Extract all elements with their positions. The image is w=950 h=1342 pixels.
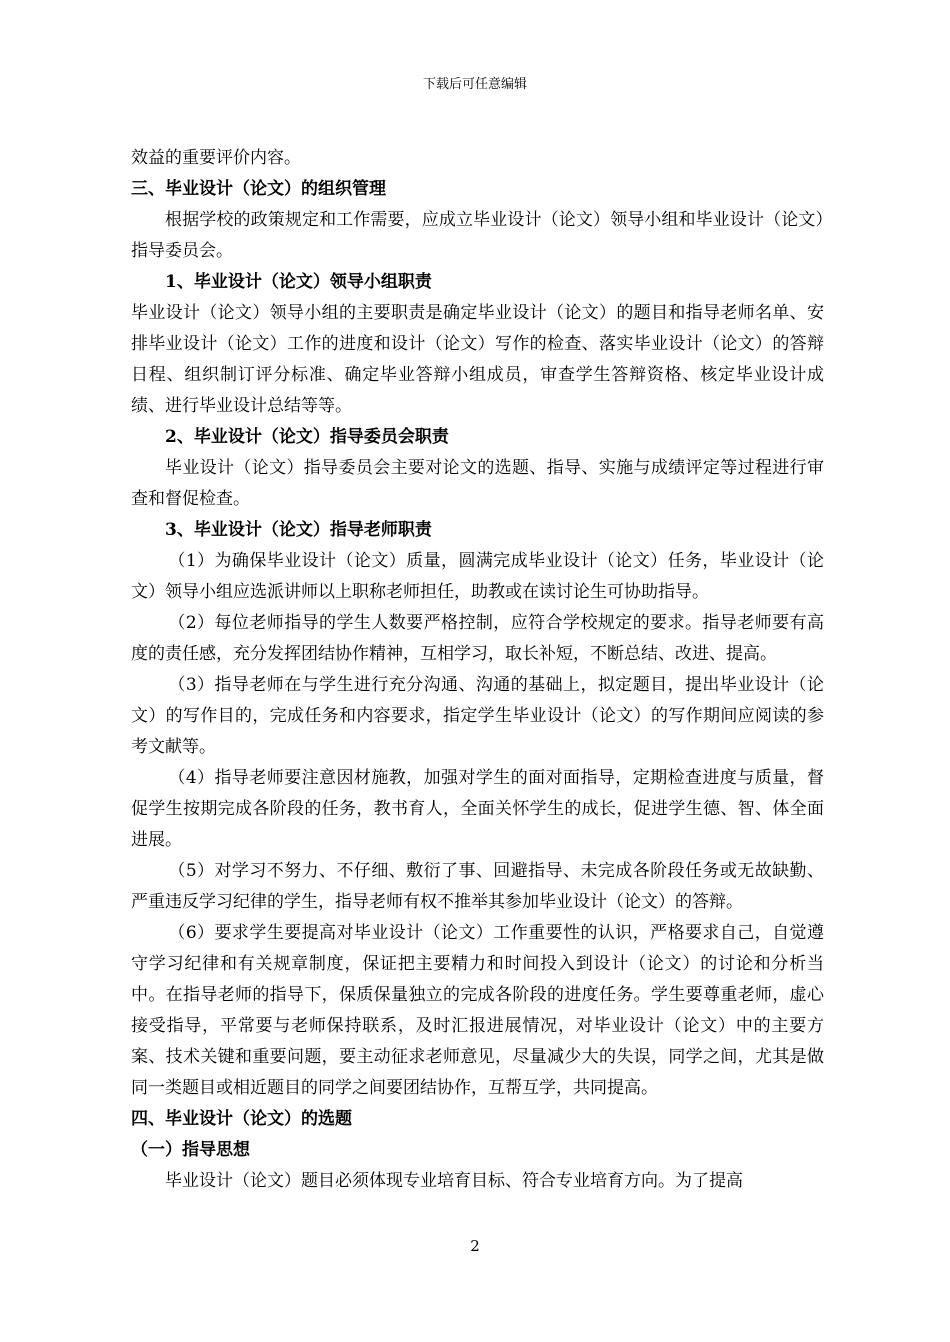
paragraph: 毕业设计（论文）题目必须体现专业培育目标、符合专业培育方向。为了提高 — [165, 1171, 743, 1191]
section-heading-3: 三、毕业设计（论文）的组织管理 — [131, 179, 386, 199]
page-number: 2 — [470, 1237, 480, 1255]
paragraph: 毕业设计（论文）领导小组的主要职责是确定毕业设计（论文）的题目和指导老师名单、安排毕业设计（论文）工作的进度和设计（论文）写作的检查、落实毕业设计（论文）的答辩日程、组织制订评分标准、确定毕业答辩小组成员，审查学生答辩资格、核定毕业设计成绩、进行毕业设计总结等等。 — [131, 303, 824, 416]
paragraph: 毕业设计（论文）指导委员会主要对论文的选题、指导、实施与成绩评定等过程进行审查和督促检查。 — [131, 458, 824, 509]
section-heading-4: 四、毕业设计（论文）的选题 — [131, 1109, 352, 1129]
page-header: 下载后可任意编辑 — [422, 77, 527, 92]
subsection-heading-1: 1、毕业设计（论文）领导小组职责 — [165, 272, 432, 292]
list-item: （2）每位老师指导的学生人数要严格控制，应符合学校规定的要求。指导老师要有高度的责任感，充分发挥团结协作精神，互相学习，取长补短，不断总结、改进、提高。 — [131, 613, 824, 664]
subsection-heading-guiding-idea: （一）指导思想 — [131, 1140, 250, 1160]
paragraph: 根据学校的政策规定和工作需要，应成立毕业设计（论文）领导小组和毕业设计（论文）指导委员会。 — [131, 210, 824, 261]
subsection-heading-2: 2、毕业设计（论文）指导委员会职责 — [165, 427, 449, 447]
document-body — [131, 143, 824, 1197]
list-item: （3）指导老师在与学生进行充分沟通、沟通的基础上，拟定题目，提出毕业设计（论文）的写作目的，完成任务和内容要求，指定学生毕业设计（论文）的写作期间应阅读的参考文献等。 — [131, 675, 824, 757]
list-item: （5）对学习不努力、不仔细、敷衍了事、回避指导、未完成各阶段任务或无故缺勤、严重违反学习纪律的学生，指导老师有权不推举其参加毕业设计（论文）的答辩。 — [131, 861, 824, 912]
list-item: （1）为确保毕业设计（论文）质量，圆满完成毕业设计（论文）任务，毕业设计（论文）领导小组应选派讲师以上职称老师担任，助教或在读讨论生可协助指导。 — [131, 551, 824, 602]
subsection-heading-3: 3、毕业设计（论文）指导老师职责 — [165, 520, 432, 540]
list-item: （6）要求学生要提高对毕业设计（论文）工作重要性的认识，严格要求自己，自觉遵守学习纪律和有关规章制度，保证把主要精力和时间投入到设计（论文）的讨论和分析当中。在指导老师的指导下，保质保量独立的完成各阶段的进度任务。学生要尊重老师，虚心接受指导，平常要与老师保持联系，及时汇报进展情况，对毕业设计（论文）中的主要方案、技术关键和重要问题，要主动征求老师意见，尽量减少大的失误，同学之间，尤其是做同一类题目或相近题目的同学之间要团结协作，互帮互学，共同提高。 — [131, 923, 824, 1098]
list-item: （4）指导老师要注意因材施教，加强对学生的面对面指导，定期检查进度与质量，督促学生按期完成各阶段的任务，教书育人，全面关怀学生的成长，促进学生德、智、体全面进展。 — [131, 768, 824, 850]
paragraph-continuation: 效益的重要评价内容。 — [131, 148, 301, 168]
